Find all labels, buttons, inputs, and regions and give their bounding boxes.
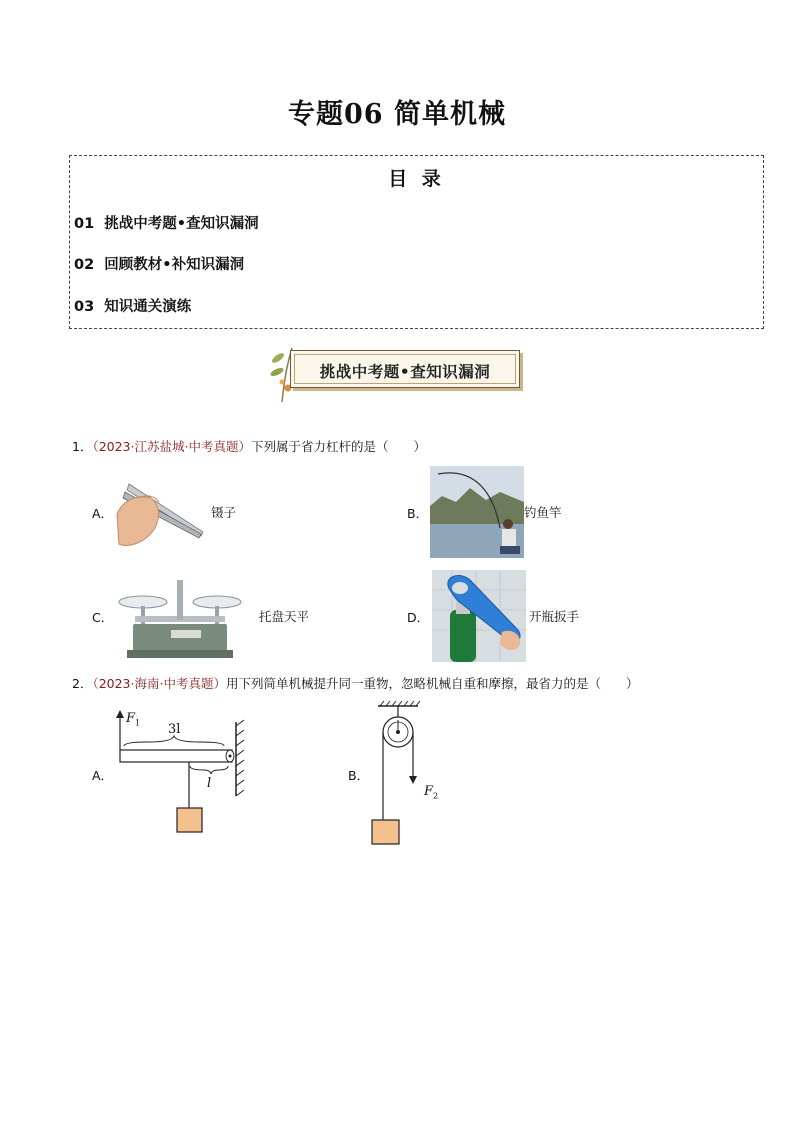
option-letter: A． [92,768,114,783]
question-source: （2023·江苏盐城·中考真题） [92,439,251,454]
option-letter: C． [92,610,114,625]
toc-item-03[interactable] [74,295,191,316]
option-name: 钓鱼竿 [524,505,562,520]
long-arm-label: 3l [168,722,181,737]
question-text: 用下列简单机械提升同一重物，忽略机械自重和摩擦，最省力的是（ ） [225,676,639,691]
document-title: 专题06 简单机械 [288,99,506,130]
option-name: 托盘天平 [259,609,310,624]
toc-heading: 目 录 [388,168,445,190]
option-name: 镊子 [211,505,237,520]
force-label-f2: $F_2$ [424,784,439,801]
toc-item-label: 知识通关演练 [104,299,192,315]
question-1-stem [72,437,426,455]
pulley-diagram [366,700,446,846]
tweezers-image [115,474,207,552]
option-letter: B． [348,768,370,783]
toc-item-02[interactable] [74,253,244,274]
toc-item-label: 挑战中考题•查知识漏洞 [104,216,259,232]
banner-frame [290,350,520,388]
option-letter: B． [407,506,429,521]
force-label-f1: $F_1$ [126,711,141,728]
option-letter: A． [92,506,114,521]
question-number: 1． [72,439,93,454]
section-banner [268,344,524,400]
question-2-stem [72,674,638,692]
toc-item-number: 01 [74,216,95,232]
question-source: （2023·海南·中考真题） [92,676,226,691]
balance-scale-image [115,576,245,660]
option-letter: D． [407,610,430,625]
question-number: 2． [72,676,93,691]
bottle-opener-image [432,570,526,662]
toc-item-number: 02 [74,257,95,273]
toc-item-label: 回顾教材•补知识漏洞 [104,257,245,273]
table-of-contents [69,155,764,329]
short-arm-label: l [207,776,212,791]
option-name: 开瓶扳手 [529,609,580,624]
question-text: 下列属于省力杠杆的是（ ） [250,439,426,454]
fishing-rod-image [430,466,524,558]
banner-label: 挑战中考题•查知识漏洞 [319,363,491,381]
toc-item-number: 03 [74,299,95,315]
toc-item-01[interactable] [74,212,259,233]
